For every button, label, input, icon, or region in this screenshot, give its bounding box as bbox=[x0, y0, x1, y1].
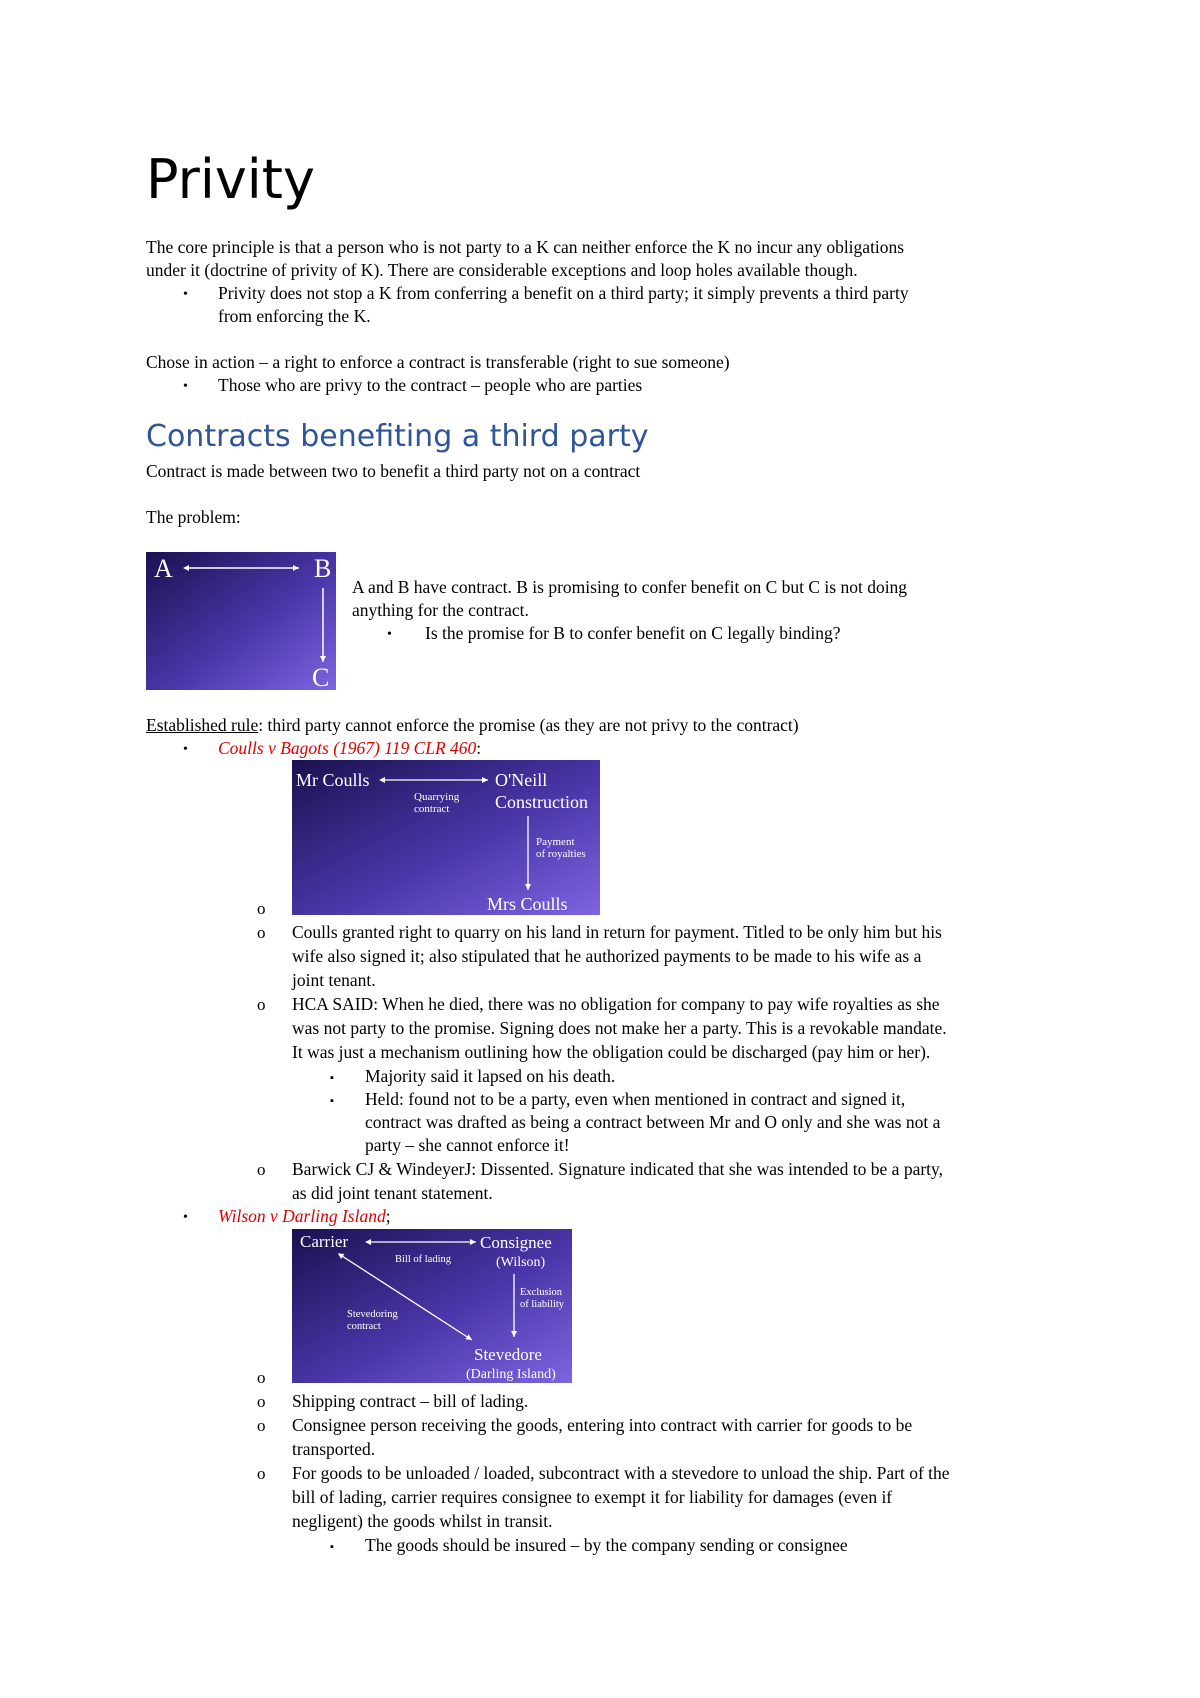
section-heading: Contracts benefiting a third party bbox=[146, 419, 649, 454]
coulls-point-2-line-3: It was just a mechanism outlining how the obligation could be discharged (pay him or her). bbox=[292, 1042, 931, 1062]
wilson-insurance: The goods should be insured – by the company sending or consignee bbox=[365, 1535, 848, 1555]
square-bullet-marker: ▪ bbox=[330, 1541, 334, 1553]
label-stevedoring-contract: contract bbox=[347, 1321, 381, 1332]
established-rule-text: : third party cannot enforce the promise (as they are not privy to the contract) bbox=[258, 715, 799, 735]
contract-line: Contract is made between two to benefit a third party not on a contract bbox=[146, 461, 641, 481]
bullet-privity-line-2: from enforcing the K. bbox=[218, 306, 371, 326]
o-bullet-marker: o bbox=[257, 923, 266, 942]
bullet-marker: • bbox=[183, 287, 188, 302]
abc-text-line-2: anything for the contract. bbox=[352, 600, 529, 620]
coulls-dissent-line-1: Barwick CJ & WindeyerJ: Dissented. Signature indicated that she was intended to be a party, bbox=[292, 1159, 944, 1179]
chose-in-action: Chose in action – a right to enforce a contract is transferable (right to sue someone) bbox=[146, 352, 730, 372]
o-bullet-marker: o bbox=[257, 1160, 266, 1179]
coulls-held-line-3: party – she cannot enforce it! bbox=[365, 1135, 570, 1155]
problem-label: The problem: bbox=[146, 507, 241, 527]
abc-diagram bbox=[146, 552, 336, 690]
label-bill-of-lading: Bill of lading bbox=[395, 1254, 451, 1265]
node-mr-coulls: Mr Coulls bbox=[296, 770, 370, 790]
wilson-point-3-line-1: For goods to be unloaded / loaded, subcontract with a stevedore to unload the ship. Part of the bbox=[292, 1463, 950, 1483]
coulls-point-1-line-1: Coulls granted right to quarry on his land in return for payment. Titled to be only him but his bbox=[292, 922, 942, 942]
bullet-marker: • bbox=[183, 742, 188, 757]
coulls-held-line-1: Held: found not to be a party, even when mentioned in contract and signed it, bbox=[365, 1089, 906, 1109]
wilson-point-1: Shipping contract – bill of lading. bbox=[292, 1391, 529, 1411]
coulls-point-2-line-1: HCA SAID: When he died, there was no obligation for company to pay wife royalties as she bbox=[292, 994, 940, 1014]
label-royalties: of royalties bbox=[536, 848, 586, 860]
coulls-point-2-line-2: was not party to the promise. Signing does not make her a party. This is a revokable mandate. bbox=[292, 1018, 947, 1038]
case-wilson bbox=[218, 1205, 391, 1229]
o-bullet-marker: o bbox=[257, 1392, 266, 1411]
square-bullet-marker: ▪ bbox=[330, 1072, 334, 1084]
abc-question: Is the promise for B to confer benefit on C legally binding? bbox=[425, 623, 841, 643]
o-bullet-marker: o bbox=[257, 899, 266, 918]
o-bullet-marker: o bbox=[257, 1416, 266, 1435]
coulls-majority: Majority said it lapsed on his death. bbox=[365, 1066, 616, 1086]
node-darling-island: (Darling Island) bbox=[466, 1367, 556, 1382]
case-wilson-semicolon: ; bbox=[385, 1206, 391, 1226]
page-title: Privity bbox=[146, 148, 315, 211]
established-rule-label: Established rule bbox=[146, 715, 259, 735]
coulls-held-line-2: contract was drafted as being a contract between Mr and O only and she was not a bbox=[365, 1112, 941, 1132]
node-consignee: Consignee bbox=[480, 1233, 552, 1252]
coulls-dissent-line-2: as did joint tenant statement. bbox=[292, 1183, 493, 1203]
node-stevedore: Stevedore bbox=[474, 1345, 542, 1364]
o-bullet-marker: o bbox=[257, 1368, 266, 1387]
wilson-point-2-line-1: Consignee person receiving the goods, entering into contract with carrier for goods to be bbox=[292, 1415, 913, 1435]
case-coulls-colon: : bbox=[476, 738, 482, 758]
established-rule bbox=[146, 714, 799, 738]
bullet-marker: • bbox=[387, 627, 392, 642]
node-oneill: O'Neill bbox=[495, 770, 548, 790]
intro-line-2: under it (doctrine of privity of K). There are considerable exceptions and loop holes available though. bbox=[146, 260, 858, 280]
node-mrs-coulls: Mrs Coulls bbox=[487, 894, 568, 914]
node-b: B bbox=[314, 554, 332, 583]
node-a: A bbox=[154, 554, 173, 583]
bullet-marker: • bbox=[183, 379, 188, 394]
node-wilson: (Wilson) bbox=[496, 1255, 546, 1270]
wilson-point-2-line-2: transported. bbox=[292, 1439, 376, 1459]
coulls-point-1-line-3: joint tenant. bbox=[292, 970, 376, 990]
case-coulls bbox=[218, 737, 481, 761]
label-payment: Payment bbox=[536, 836, 575, 848]
bullet-privity-line-1: Privity does not stop a K from conferring a benefit on a third party; it simply prevents a third party bbox=[218, 283, 909, 303]
case-name-coulls: Coulls v Bagots (1967) 119 CLR 460 bbox=[218, 738, 477, 758]
label-contract: contract bbox=[414, 803, 450, 815]
coulls-diagram bbox=[292, 760, 600, 915]
bullet-privy-parties: Those who are privy to the contract – people who are parties bbox=[218, 375, 643, 395]
label-stevedoring: Stevedoring bbox=[347, 1309, 398, 1320]
intro-line-1: The core principle is that a person who is not party to a K can neither enforce the K no incur any obligations bbox=[146, 237, 905, 257]
bullet-marker: • bbox=[183, 1210, 188, 1225]
diagram-background bbox=[146, 552, 336, 690]
wilson-point-3-line-2: bill of lading, carrier requires consignee to exempt it for liability for damages (even if bbox=[292, 1487, 893, 1507]
label-quarrying: Quarrying bbox=[414, 791, 460, 803]
node-c: C bbox=[312, 663, 330, 690]
coulls-point-1-line-2: wife also signed it; also stipulated that he authorized payments to be made to his wife as a bbox=[292, 946, 922, 966]
label-exclusion: Exclusion bbox=[520, 1287, 562, 1298]
label-of-liability: of liability bbox=[520, 1299, 565, 1310]
abc-text-line-1: A and B have contract. B is promising to confer benefit on C but C is not doing bbox=[352, 577, 908, 597]
node-construction: Construction bbox=[495, 792, 588, 812]
wilson-point-3-line-3: negligent) the goods whilst in transit. bbox=[292, 1511, 553, 1531]
node-carrier: Carrier bbox=[300, 1232, 349, 1251]
square-bullet-marker: ▪ bbox=[330, 1095, 334, 1107]
o-bullet-marker: o bbox=[257, 1464, 266, 1483]
wilson-diagram bbox=[292, 1229, 572, 1383]
o-bullet-marker: o bbox=[257, 995, 266, 1014]
case-name-wilson: Wilson v Darling Island bbox=[218, 1206, 386, 1226]
